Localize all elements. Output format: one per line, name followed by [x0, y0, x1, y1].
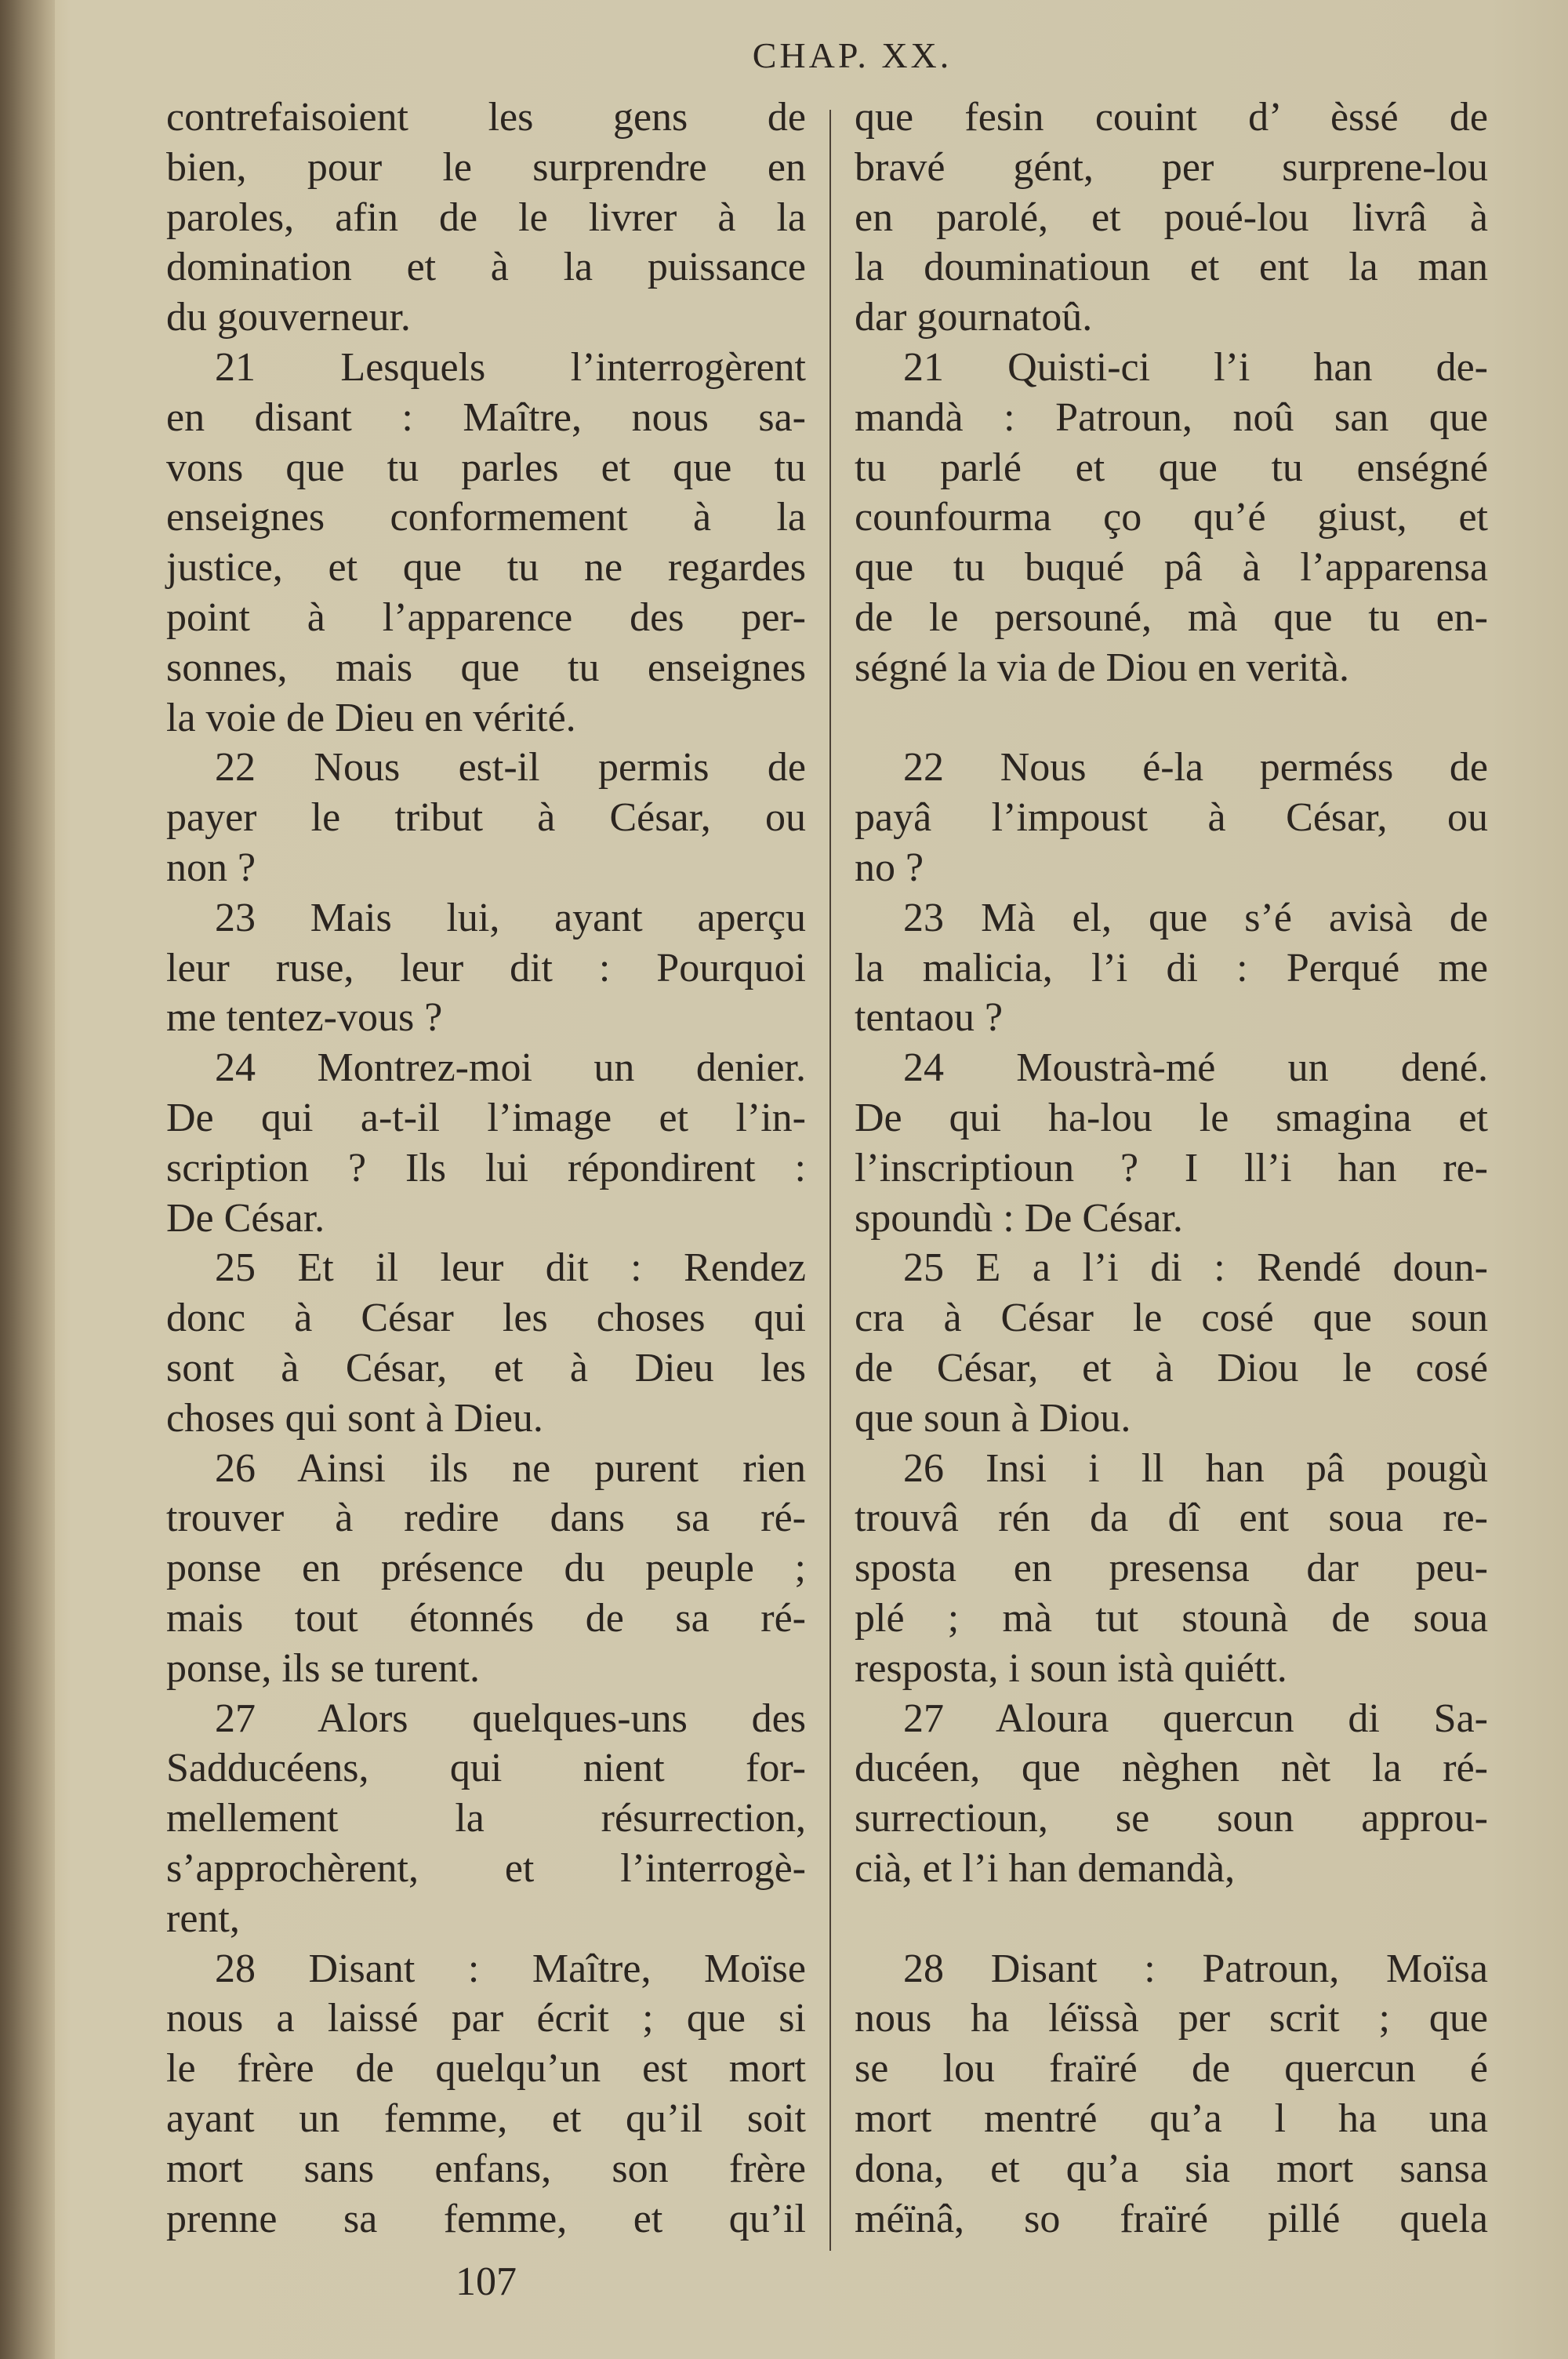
- text-line: justice, et que tu ne regardes: [166, 545, 806, 591]
- text-line: tu parlé et que tu enségné: [855, 445, 1488, 490]
- text-line: enseignes conformement à la: [166, 495, 806, 540]
- text-line: domination et à la puissance: [166, 245, 806, 290]
- text-line: 26 Ainsi ils ne purent rien: [215, 1445, 806, 1491]
- chapter-heading: CHAP. XX.: [752, 35, 953, 75]
- text-line: paroles, afin de le livrer à la: [166, 194, 806, 240]
- text-line: mais tout étonnés de sa ré-: [166, 1596, 806, 1641]
- text-line: trouver à redire dans sa ré-: [166, 1496, 806, 1541]
- text-line: 28 Disant : Maître, Moïse: [215, 1946, 806, 1991]
- page-number: 107: [456, 2259, 517, 2304]
- text-line: s’approchèrent, et l’interrogè-: [166, 1846, 806, 1891]
- text-line: mandà : Patroun, noû san que: [855, 394, 1488, 440]
- text-line: l’inscriptioun ? I ll’i han re-: [855, 1145, 1488, 1190]
- text-line: 22 Nous est-il permis de: [215, 745, 806, 791]
- text-line: que tu buqué pâ à l’apparensa: [855, 545, 1488, 591]
- text-line: 21 Lesquels l’interrogèrent: [215, 345, 806, 390]
- text-line: 25 E a l’i di : Rendé doun-: [903, 1245, 1488, 1291]
- text-line: mort mentré qu’a l ha una: [855, 2096, 1488, 2141]
- text-line: ayant un femme, et qu’il soit: [166, 2096, 806, 2141]
- text-line: payer le tribut à César, ou: [166, 795, 806, 841]
- text-line: Sadducéens, qui nient for-: [166, 1746, 806, 1791]
- text-line: me tentez-vous ?: [166, 995, 443, 1041]
- text-line: trouvâ rén da dî ent soua re-: [855, 1496, 1488, 1541]
- text-line: ponse, ils se turent.: [166, 1645, 481, 1691]
- text-line: mellement la résurrection,: [166, 1796, 806, 1841]
- text-line: De qui ha-lou le smagina et: [855, 1096, 1488, 1140]
- text-line: mort sans enfans, son frère: [166, 2146, 806, 2191]
- text-line: nous a laissé par écrit ; que si: [166, 1996, 806, 2041]
- text-line: ponse en présence du peuple ;: [166, 1546, 806, 1591]
- text-line: 26 Insi i ll han pâ pougù: [903, 1445, 1488, 1491]
- text-line: la malicia, l’i di : Perqué me: [855, 945, 1488, 990]
- text-line: se lou fraïré de quercun é: [855, 2046, 1488, 2092]
- text-line: en parolé, et poué-lou livrâ à: [855, 194, 1488, 240]
- adjacent-page-edge: [0, 0, 55, 2359]
- text-line: non ?: [166, 845, 256, 890]
- text-line: vons que tu parles et que tu: [166, 445, 806, 490]
- text-line: cra à César le cosé que soun: [855, 1296, 1488, 1341]
- text-line: 24 Montrez-moi un denier.: [215, 1045, 806, 1091]
- text-line: 27 Aloura quercun di Sa-: [903, 1696, 1488, 1741]
- text-line: bravé gént, per surprene-lou: [855, 144, 1488, 190]
- text-line: le frère de quelqu’un est mort: [166, 2046, 806, 2092]
- text-line: sont à César, et à Dieu les: [166, 1346, 806, 1390]
- text-line: 23 Mais lui, ayant aperçu: [215, 895, 806, 940]
- text-line: choses qui sont à Dieu.: [166, 1395, 543, 1441]
- text-line: donc à César les choses qui: [166, 1296, 806, 1341]
- text-line: ducéen, que nèghen nèt la ré-: [855, 1746, 1488, 1791]
- text-line: [855, 1894, 1488, 1944]
- text-line: plé ; mà tut stounà de soua: [855, 1596, 1488, 1641]
- text-line: dona, et qu’a sia mort sansa: [855, 2146, 1488, 2191]
- text-line: 22 Nous é-la perméss de: [903, 745, 1488, 791]
- text-line: de César, et à Diou le cosé: [855, 1346, 1488, 1390]
- text-line: 21 Quisti-ci l’i han de-: [903, 345, 1488, 390]
- text-line: dar gournatoû.: [855, 295, 1093, 340]
- text-line: payâ l’impoust à César, ou: [855, 795, 1488, 841]
- text-line: 28 Disant : Patroun, Moïsa: [903, 1946, 1488, 1991]
- text-line: 24 Moustrà-mé un dené.: [903, 1045, 1488, 1091]
- text-line: counfourma ço qu’é giust, et: [855, 495, 1488, 540]
- text-line: tentaou ?: [855, 995, 1004, 1041]
- text-line: la voie de Dieu en vérité.: [166, 695, 576, 740]
- text-line: De César.: [166, 1195, 325, 1241]
- text-line: prenne sa femme, et qu’il: [166, 2196, 806, 2241]
- text-line: que soun à Diou.: [855, 1395, 1131, 1441]
- text-line: rent,: [166, 1896, 240, 1941]
- text-line: bien, pour le surprendre en: [166, 144, 806, 190]
- text-line: de le persouné, mà que tu en-: [855, 595, 1488, 640]
- text-line: scription ? Ils lui répondirent :: [166, 1145, 806, 1190]
- text-line: du gouverneur.: [166, 295, 411, 340]
- text-line: point à l’apparence des per-: [166, 595, 806, 640]
- text-line: contrefaisoient les gens de: [166, 95, 806, 140]
- text-line: leur ruse, leur dit : Pourquoi: [166, 945, 806, 990]
- text-line: 25 Et il leur dit : Rendez: [215, 1245, 806, 1291]
- text-line: 23 Mà el, que s’é avisà de: [903, 895, 1488, 940]
- text-line: spoundù : De César.: [855, 1195, 1183, 1241]
- text-line: ségné la via de Diou en verità.: [855, 645, 1349, 690]
- text-line: sonnes, mais que tu enseignes: [166, 645, 806, 690]
- text-line: nous ha léïssà per scrit ; que: [855, 1996, 1488, 2041]
- column-divider: [829, 110, 831, 2251]
- text-line: no ?: [855, 845, 924, 890]
- text-line: cià, et l’i han demandà,: [855, 1846, 1236, 1891]
- text-line: en disant : Maître, nous sa-: [166, 394, 806, 440]
- text-line: De qui a-t-il l’image et l’in-: [166, 1096, 806, 1140]
- text-line: resposta, i soun istà quiétt.: [855, 1645, 1287, 1691]
- text-line: méïnâ, so fraïré pillé quela: [855, 2196, 1488, 2241]
- text-line: que fesin couint d’ èssé de: [855, 95, 1488, 140]
- text-line: 27 Alors quelques-uns des: [215, 1696, 806, 1741]
- text-line: la douminatioun et ent la man: [855, 245, 1488, 290]
- text-line: surrectioun, se soun approu-: [855, 1796, 1488, 1841]
- text-line: sposta en presensa dar peu-: [855, 1546, 1488, 1591]
- text-line: [855, 693, 1488, 743]
